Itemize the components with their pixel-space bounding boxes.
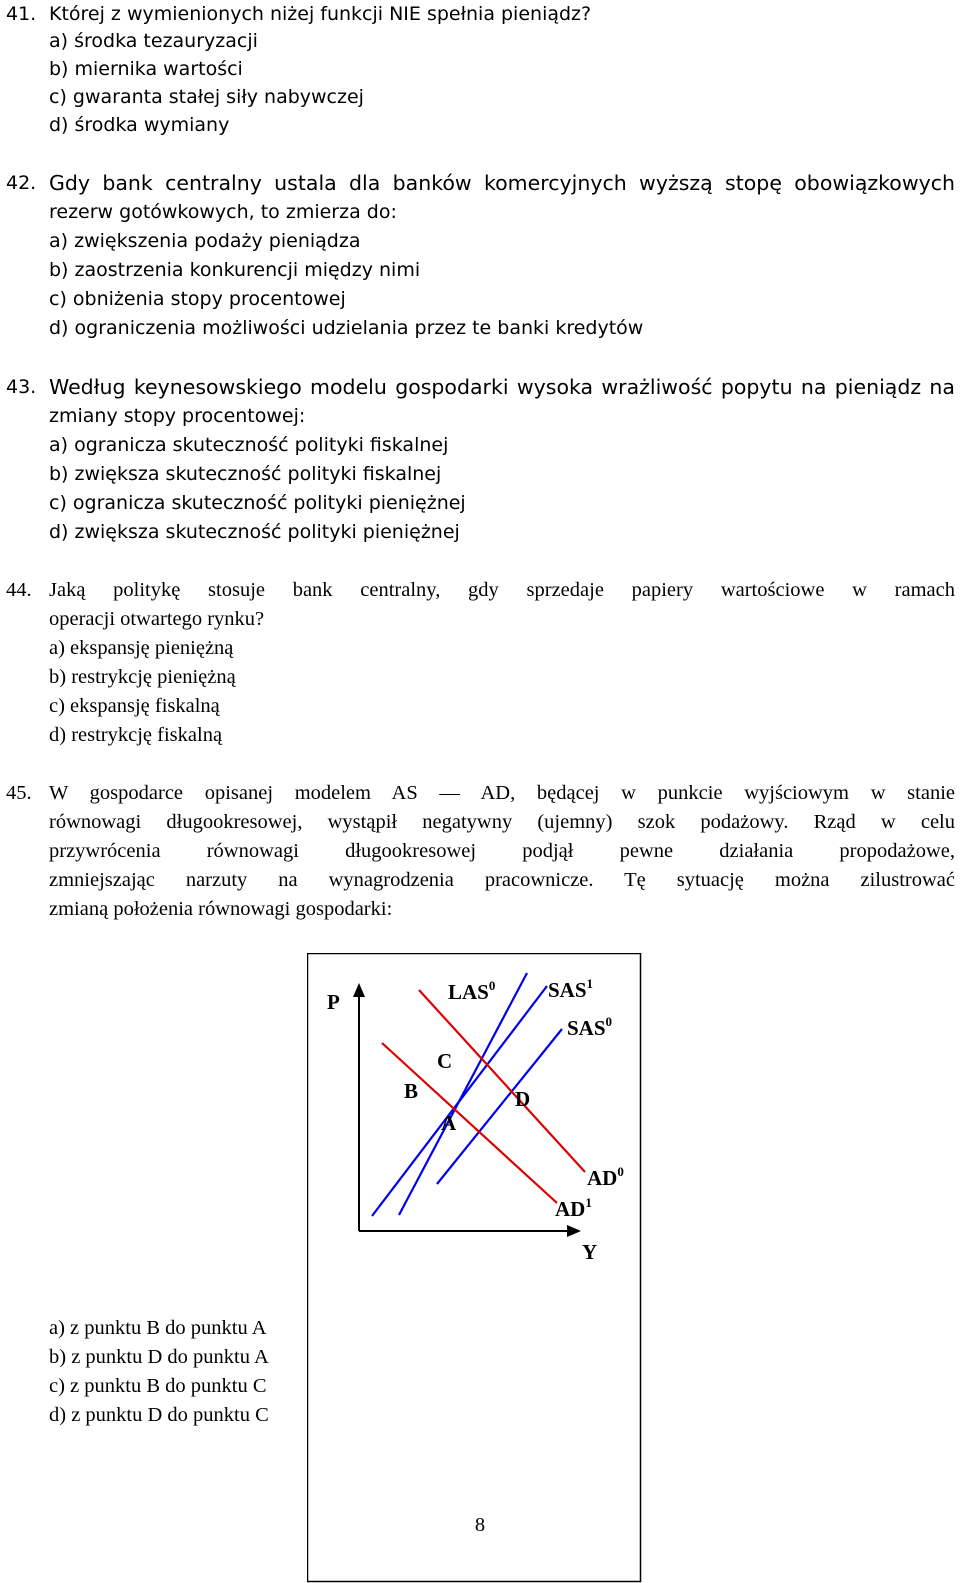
q44-option-d: d) restrykcję fiskalną bbox=[49, 724, 223, 746]
q45-option-c: c) z punktu B do punktu C bbox=[49, 1375, 267, 1397]
q41-option-c: c) gwaranta stałej siły nabywczej bbox=[49, 86, 364, 108]
q44-option-a: a) ekspansję pieniężną bbox=[49, 637, 234, 659]
q43-question-line2: zmiany stopy procentowej: bbox=[49, 405, 306, 427]
q41-option-d: d) środka wymiany bbox=[49, 114, 230, 136]
q44-option-b: b) restrykcję pieniężną bbox=[49, 666, 236, 688]
point-a-label: A bbox=[441, 1111, 457, 1135]
q41-option-b: b) miernika wartości bbox=[49, 58, 243, 80]
q42-option-a: a) zwiększenia podaży pieniądza bbox=[49, 230, 361, 252]
q42-question-line1: Gdy bank centralny ustala dla banków komercyjnych wyższą stopę obowiązkowych bbox=[49, 171, 955, 195]
q43-option-b: b) zwiększa skuteczność polityki fiskalnej bbox=[49, 463, 442, 485]
q44-question-line2: operacji otwartego rynku? bbox=[49, 608, 265, 630]
q45-number: 45. bbox=[6, 782, 32, 804]
q43-question-line1: Według keynesowskiego modelu gospodarki wysoka wrażliwość popytu na pieniądz na bbox=[49, 375, 955, 399]
p-axis-label: P bbox=[327, 990, 340, 1014]
q45-question-line5: zmianą położenia równowagi gospodarki: bbox=[49, 898, 393, 920]
axes bbox=[353, 983, 581, 1237]
q41-number: 41. bbox=[6, 3, 37, 25]
q42-question-line2: rezerw gotówkowych, to zmierza do: bbox=[49, 201, 397, 223]
q43-option-c: c) ogranicza skuteczność polityki pieniężnej bbox=[49, 492, 466, 514]
q45-option-b: b) z punktu D do punktu A bbox=[49, 1346, 269, 1368]
p-axis-arrowhead bbox=[353, 983, 365, 997]
page-number: 8 bbox=[474, 1514, 486, 1536]
ad0-label: $AD^0$ bbox=[587, 1164, 624, 1190]
q45-option-d: d) z punktu D do punktu C bbox=[49, 1404, 269, 1426]
point-d-label: D bbox=[515, 1087, 531, 1111]
point-c-label: C bbox=[437, 1049, 453, 1073]
as-ad-diagram bbox=[307, 953, 642, 1583]
sas1-label: SAS$^1$ bbox=[548, 976, 594, 1002]
ad0-line bbox=[419, 990, 585, 1172]
q42-option-b: b) zaostrzenia konkurencji między nimi bbox=[49, 259, 421, 281]
y-axis-arrowhead bbox=[567, 1225, 581, 1237]
las0-line bbox=[399, 973, 527, 1215]
q45-question-line3: przywrócenia równowagi długookresowej podjął pewne działania propodażowe, bbox=[49, 840, 955, 862]
point-b-label: B bbox=[404, 1079, 419, 1103]
q44-option-c: c) ekspansję fiskalną bbox=[49, 695, 220, 717]
diagram-frame bbox=[308, 954, 641, 1582]
las0-label: LAS$^0$ bbox=[448, 978, 496, 1004]
q42-number: 42. bbox=[6, 172, 37, 194]
q42-option-c: c) obniżenia stopy procentowej bbox=[49, 288, 346, 310]
q45-question-line1: W gospodarce opisanej modelem AS — AD, będącej w punkcie wyjściowym w stanie bbox=[49, 782, 955, 804]
q45-question-line2: równowagi długookresowej, wystąpił negatywny (ujemny) szok podażowy. Rząd w celu bbox=[49, 811, 955, 833]
q41-option-a: a) środka tezauryzacji bbox=[49, 30, 258, 52]
q45-option-a: a) z punktu B do punktu A bbox=[49, 1317, 267, 1339]
q42-option-d: d) ograniczenia możliwości udzielania przez te banki kredytów bbox=[49, 317, 644, 339]
q43-number: 43. bbox=[6, 376, 37, 398]
q45-question-line4: zmniejszając narzuty na wynagrodzenia pracownicze. Tę sytuację można zilustrować bbox=[49, 869, 955, 891]
q44-number: 44. bbox=[6, 579, 32, 601]
ad1-label: $AD^1$ bbox=[555, 1195, 592, 1221]
q41-question: Której z wymienionych niżej funkcji NIE spełnia pieniądz? bbox=[49, 3, 592, 25]
q43-option-a: a) ogranicza skuteczność polityki fiskalnej bbox=[49, 434, 449, 456]
sas0-label: SAS$^0$ bbox=[567, 1014, 613, 1040]
q43-option-d: d) zwiększa skuteczność polityki pieniężnej bbox=[49, 521, 460, 543]
q44-question-line1: Jaką politykę stosuje bank centralny, gdy sprzedaje papiery wartościowe w ramach bbox=[49, 579, 955, 601]
y-axis-label: Y bbox=[582, 1240, 598, 1264]
